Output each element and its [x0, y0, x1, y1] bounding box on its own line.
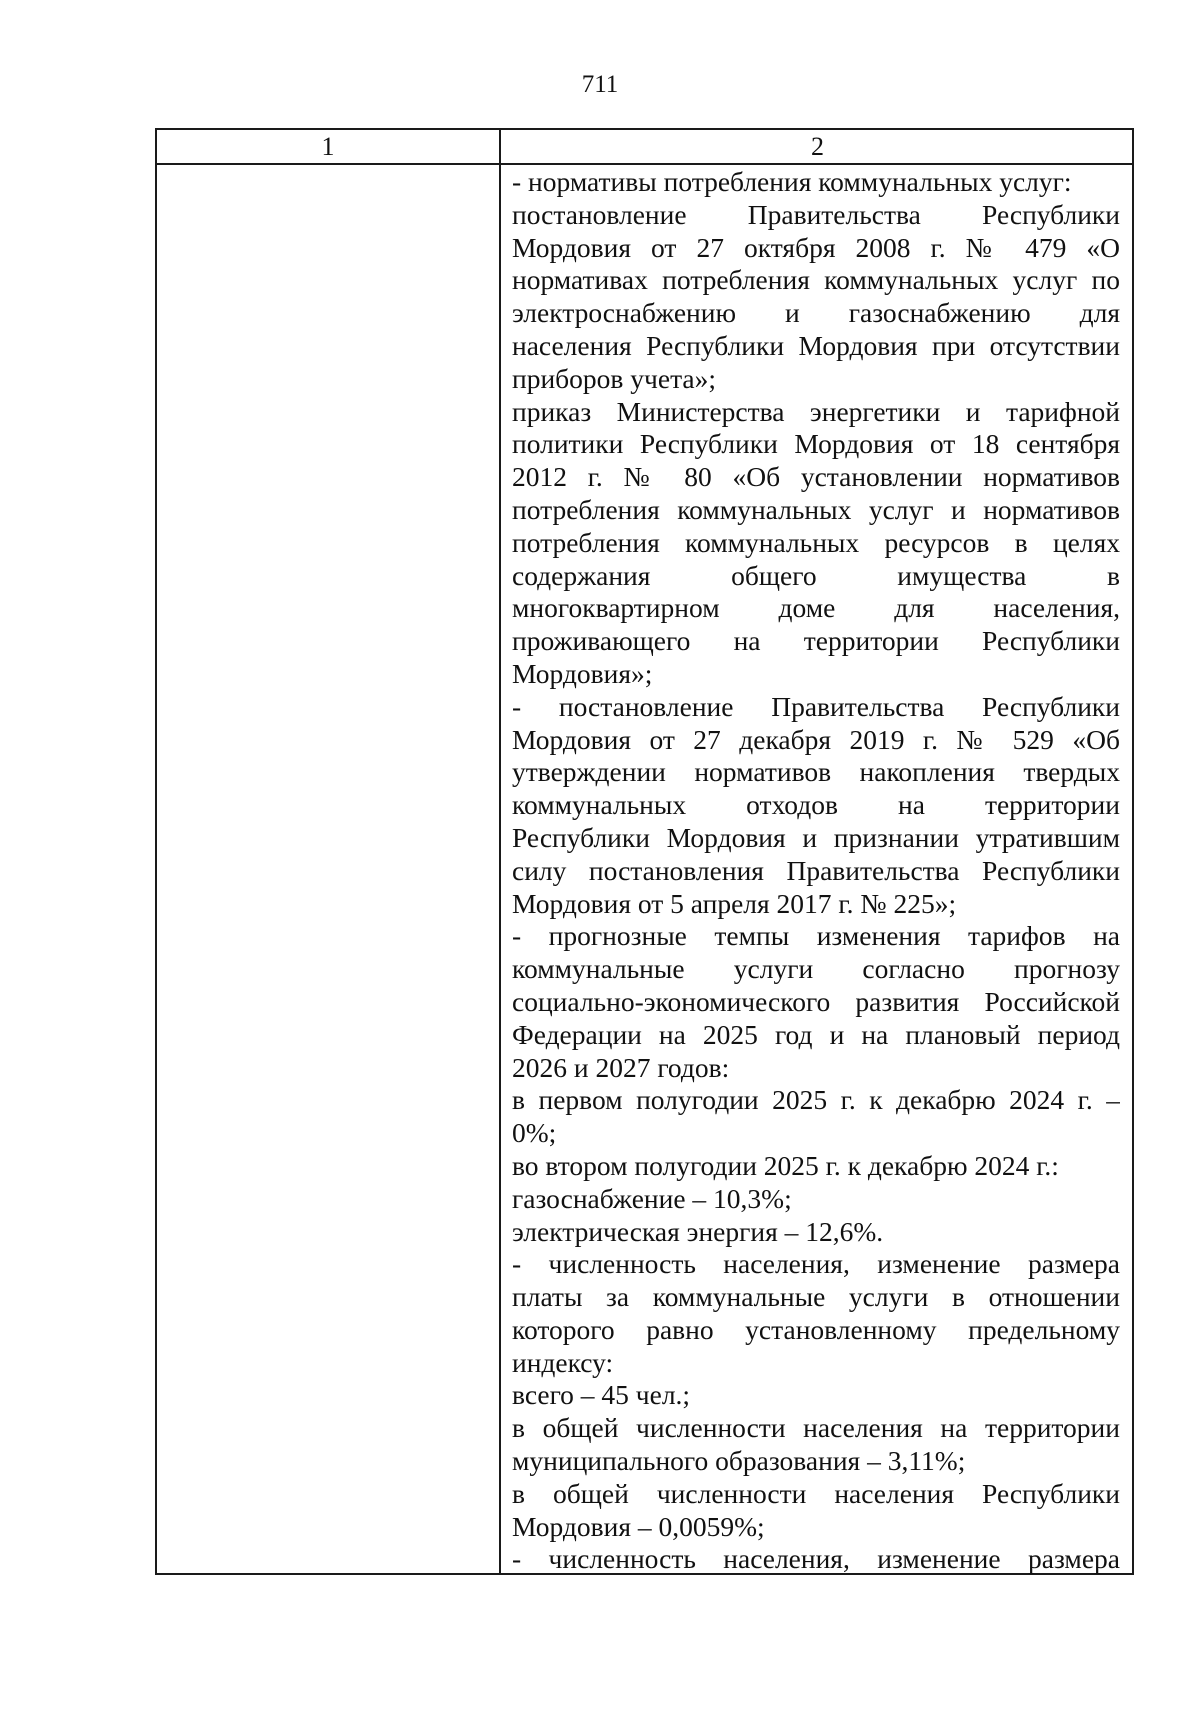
text-line: Мордовия от 27 декабря 2019 г. № 529 «Об	[512, 723, 1120, 755]
column-header-2: 2	[811, 132, 824, 161]
text-line: Мордовия от 27 октября 2008 г. № 479 «О	[512, 231, 1120, 263]
column-divider	[499, 130, 501, 1573]
text-line: - постановление Правительства Республики	[512, 690, 1120, 722]
header-rule	[157, 163, 1132, 165]
text-line: приборов учета»;	[512, 362, 717, 394]
column-header-1: 1	[321, 132, 335, 161]
text-line: приказ Министерства энергетики и тарифной	[512, 395, 1120, 427]
text-line: утверждении нормативов накопления твердых	[512, 756, 1120, 788]
text-line: коммунальные услуги согласно прогнозу	[512, 953, 1120, 985]
text-line: Мордовия – 0,0059%;	[512, 1510, 765, 1542]
text-line: постановление Правительства Республики	[512, 198, 1120, 230]
text-line: газоснабжение – 10,3%;	[512, 1182, 792, 1214]
text-line: 2026 и 2027 годов:	[512, 1051, 730, 1083]
text-line: во втором полугодии 2025 г. к декабрю 2024 г.:	[512, 1149, 1059, 1181]
text-line: многоквартирном доме для населения,	[512, 592, 1120, 624]
text-line: силу постановления Правительства Республики	[512, 854, 1120, 886]
text-line: электрическая энергия – 12,6%.	[512, 1215, 884, 1247]
text-line: Мордовия»;	[512, 657, 653, 689]
text-line: платы за коммунальные услуги в отношении	[512, 1281, 1120, 1313]
text-line: индексу:	[512, 1346, 614, 1378]
text-line: 2012 г. № 80 «Об установлении нормативов	[512, 461, 1120, 493]
text-line: Республики Мордовия и признании утратившим	[512, 821, 1120, 853]
text-line: потребления коммунальных ресурсов в целях	[512, 526, 1120, 558]
text-line: содержания общего имущества в	[512, 559, 1120, 591]
text-line: Федерации на 2025 год и на плановый период	[512, 1018, 1120, 1050]
text-line: 0%;	[512, 1117, 557, 1149]
text-line: в общей численности населения на территории	[512, 1412, 1120, 1444]
text-line: - численность населения, изменение размера	[512, 1248, 1120, 1280]
text-line: потребления коммунальных услуг и нормативов	[512, 493, 1120, 525]
text-line: социально-экономического развития Российской	[512, 985, 1120, 1017]
text-line: политики Республики Мордовия от 18 сентября	[512, 428, 1120, 460]
text-line: нормативах потребления коммунальных услуг по	[512, 264, 1120, 296]
text-line: - нормативы потребления коммунальных услуг:	[512, 166, 1072, 197]
text-line: муниципального образования – 3,11%;	[512, 1445, 966, 1477]
text-line: - численность населения, изменение размера	[512, 1543, 1120, 1575]
text-line: которого равно установленному предельному	[512, 1313, 1120, 1345]
text-line: в общей численности населения Республики	[512, 1477, 1120, 1509]
page-number: 711	[581, 71, 619, 98]
text-line: Мордовия от 5 апреля 2017 г. № 225»;	[512, 887, 957, 919]
text-line: - прогнозные темпы изменения тарифов на	[512, 920, 1120, 952]
text-line: проживающего на территории Республики	[512, 625, 1120, 657]
text-line: населения Республики Мордовия при отсутствии	[512, 329, 1120, 361]
text-line: в первом полугодии 2025 г. к декабрю 2024 г. –	[512, 1084, 1120, 1116]
text-line: электроснабжению и газоснабжению для	[512, 297, 1120, 329]
text-line: всего – 45 чел.;	[512, 1379, 691, 1411]
document-table	[155, 128, 1134, 1575]
text-line: коммунальных отходов на территории	[512, 789, 1120, 821]
column-2-cell	[512, 166, 1120, 1576]
